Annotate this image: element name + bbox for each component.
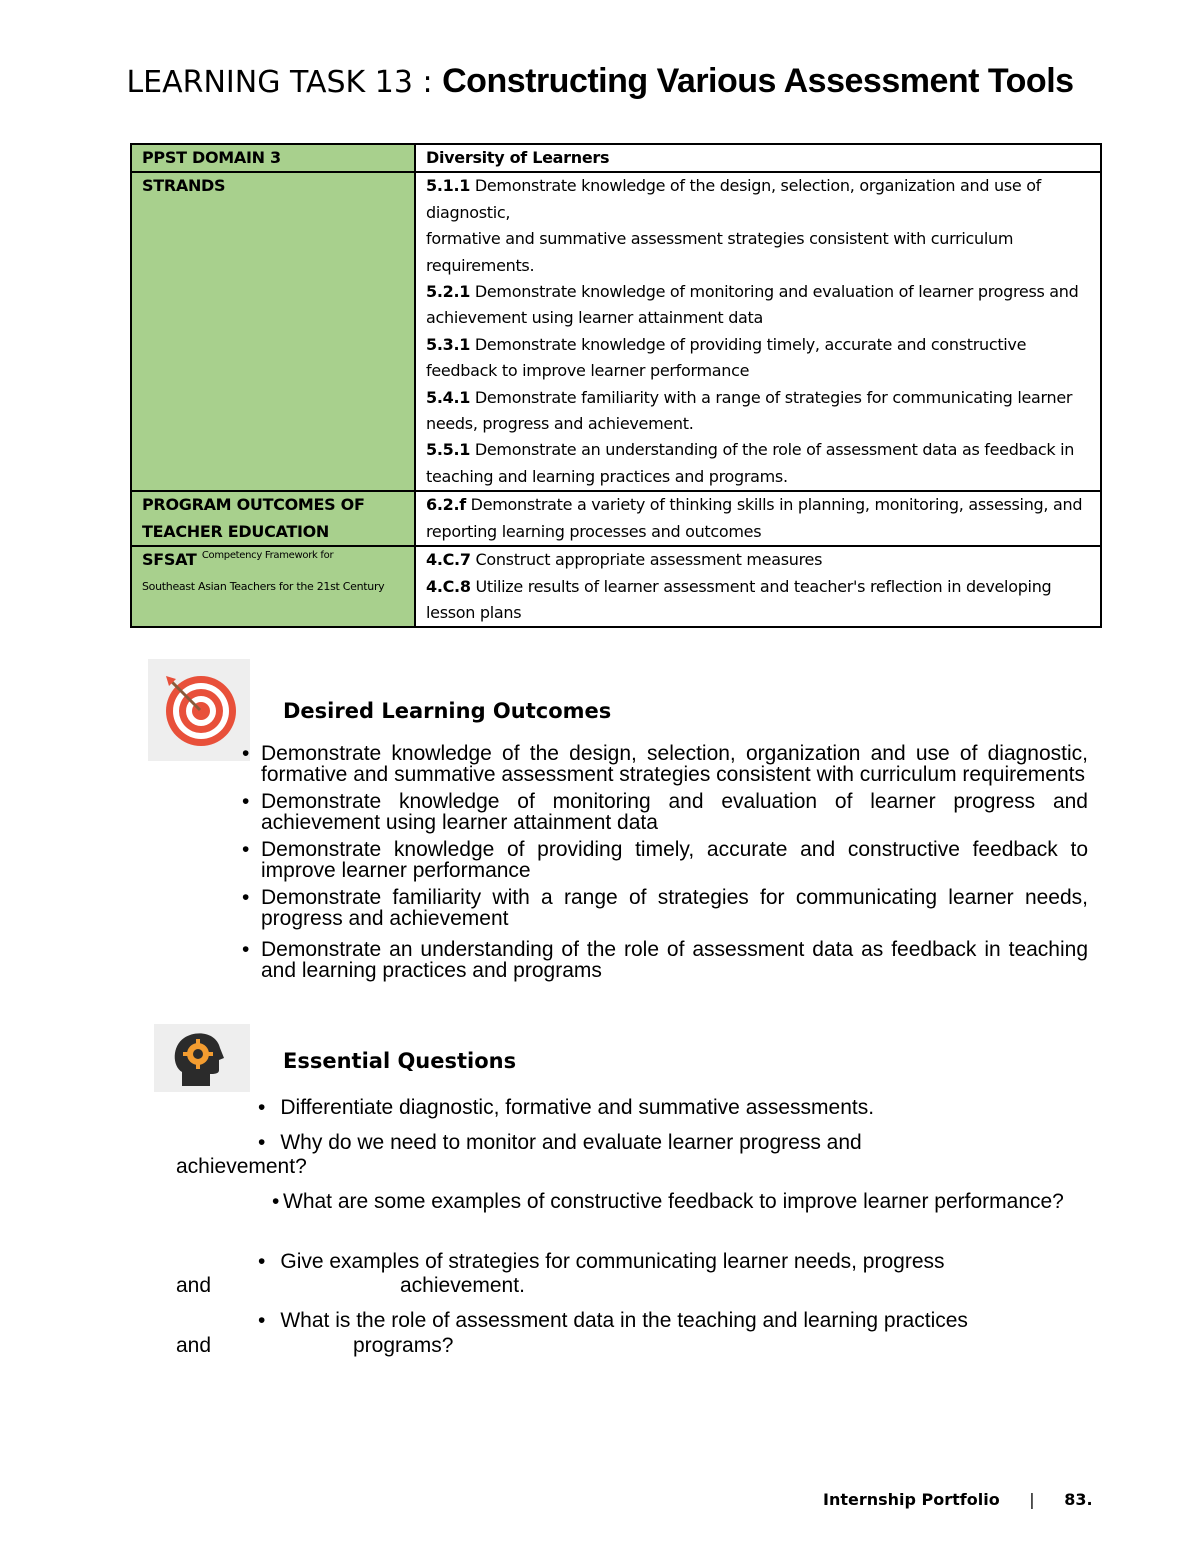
title-main: Constructing Various Assessment Tools — [442, 62, 1074, 100]
bullet: • — [242, 838, 250, 861]
table-row — [131, 144, 1101, 172]
table-row — [131, 172, 1101, 491]
target-icon — [148, 659, 250, 761]
ppst-table — [130, 143, 1102, 628]
bullet: • — [258, 1131, 266, 1154]
program-outcomes-label: PROGRAM OUTCOMES OF TEACHER EDUCATION — [131, 491, 415, 546]
strand-code: 5.2.1 — [426, 282, 471, 302]
strand-text: Demonstrate knowledge of the design, selection, organization and use of diagnostic, — [426, 176, 1042, 222]
strands-cell — [415, 172, 1101, 491]
ppst-domain-value: Diversity of Learners — [415, 144, 1101, 172]
program-text: Demonstrate a variety of thinking skills in planning, monitoring, assessing, and reporting learning processes and outcomes — [426, 495, 1083, 541]
question-4-cont: achievement. — [400, 1274, 525, 1297]
sfsat-label-cell — [131, 546, 415, 627]
sfsat-label: SFSAT — [142, 550, 197, 570]
program-outcomes-cell — [415, 491, 1101, 546]
question-4 — [258, 1250, 945, 1274]
question-5-and: and — [176, 1334, 212, 1357]
question-2 — [258, 1131, 862, 1155]
strand-text: Demonstrate an understanding of the role of assessment data as feedback in teaching and learning practices and programs. — [426, 440, 1075, 486]
table-row — [131, 546, 1101, 627]
question-text: What are some examples of constructive feedback to improve learner performance? — [283, 1190, 1064, 1213]
strand-item — [426, 279, 1092, 305]
table-row — [131, 491, 1101, 546]
question-3 — [272, 1190, 1088, 1214]
question-4-and: and — [176, 1274, 212, 1297]
list-item — [242, 887, 1088, 929]
question-2-cont: achievement? — [176, 1155, 307, 1178]
desired-heading: Desired Learning Outcomes — [283, 699, 612, 723]
sfsat-sup: Competency Framework for — [201, 550, 334, 562]
question-text: Give examples of strategies for communicating learner needs, progress — [280, 1250, 945, 1273]
list-item — [242, 939, 1088, 981]
sfsat-code: 4.C.7 — [426, 550, 471, 570]
strand-item — [426, 385, 1092, 438]
page-title — [0, 62, 1200, 101]
strand-item — [426, 332, 1092, 385]
question-text: Why do we need to monitor and evaluate learner progress and — [280, 1131, 862, 1154]
strand-text: Demonstrate familiarity with a range of strategies for communicating learner needs, progress and achievement. — [426, 387, 1073, 434]
strand-text: Demonstrate knowledge of providing timely, accurate and constructive feedback to improve learner performance — [426, 334, 1027, 381]
ppst-domain-label: PPST DOMAIN 3 — [131, 144, 415, 172]
bullet: • — [242, 886, 250, 909]
strand-code: 5.1.1 — [426, 176, 471, 196]
list-item-text: Demonstrate familiarity with a range of strategies for communicating learner needs, progress and achievement — [261, 886, 1088, 930]
strand-text: Demonstrate knowledge of monitoring and evaluation of learner progress and — [470, 282, 1079, 302]
question-1 — [258, 1096, 874, 1120]
page-footer — [823, 1490, 1093, 1509]
question-5 — [258, 1309, 968, 1333]
bullet: • — [258, 1250, 266, 1273]
essential-heading: Essential Questions — [283, 1049, 517, 1073]
question-5-cont: programs? — [353, 1334, 454, 1357]
strand-item — [426, 437, 1092, 490]
question-text: Differentiate diagnostic, formative and summative assessments. — [280, 1096, 875, 1119]
sfsat-code: 4.C.8 — [426, 576, 471, 596]
bullet: • — [258, 1096, 266, 1119]
sfsat-item — [426, 574, 1092, 627]
list-item-text: Demonstrate knowledge of monitoring and evaluation of learner progress and achievement using learner attainment data — [261, 790, 1088, 834]
sfsat-text: Utilize results of learner assessment and teacher's reflection in developing lesson plans — [426, 576, 1052, 622]
strand-cont: achievement using learner attainment data — [426, 308, 764, 328]
bullet: • — [242, 938, 250, 961]
page-number: 83. — [1064, 1490, 1093, 1509]
strand-code: 5.3.1 — [426, 334, 471, 354]
head-gear-icon — [154, 1024, 250, 1092]
bullet: • — [272, 1190, 280, 1213]
bullet: • — [258, 1309, 266, 1332]
list-item-text: Demonstrate knowledge of the design, selection, organization and use of diagnostic, formative and summative assessment strategies consistent with curriculum requirements — [261, 742, 1088, 786]
sfsat-sub: Southeast Asian Teachers for the 21st Century — [142, 579, 385, 593]
bullet: • — [242, 790, 250, 813]
strand-code: 5.5.1 — [426, 440, 471, 460]
bullet: • — [242, 742, 250, 765]
strand-item — [426, 173, 1092, 226]
list-item — [242, 839, 1088, 881]
strand-code: 5.4.1 — [426, 387, 471, 407]
program-code: 6.2.f — [426, 495, 466, 515]
list-item-text: Demonstrate an understanding of the role of assessment data as feedback in teaching and learning practices and programs — [261, 938, 1088, 982]
list-item — [242, 791, 1088, 833]
list-item-text: Demonstrate knowledge of providing timely, accurate and constructive feedback to improve learner performance — [261, 838, 1088, 882]
list-item — [242, 743, 1088, 785]
sfsat-item — [426, 547, 1092, 573]
sfsat-cell — [415, 546, 1101, 627]
strand-cont: formative and summative assessment strategies consistent with curriculum requirements. — [426, 229, 1014, 275]
footer-separator: | — [1029, 1490, 1035, 1509]
title-prefix: LEARNING TASK 13 : — [126, 65, 443, 100]
sfsat-text: Construct appropriate assessment measures — [470, 550, 823, 570]
footer-label: Internship Portfolio — [823, 1490, 1000, 1509]
strands-label: STRANDS — [131, 172, 415, 491]
question-text: What is the role of assessment data in the teaching and learning practices — [280, 1309, 968, 1332]
desired-list — [242, 743, 1088, 987]
